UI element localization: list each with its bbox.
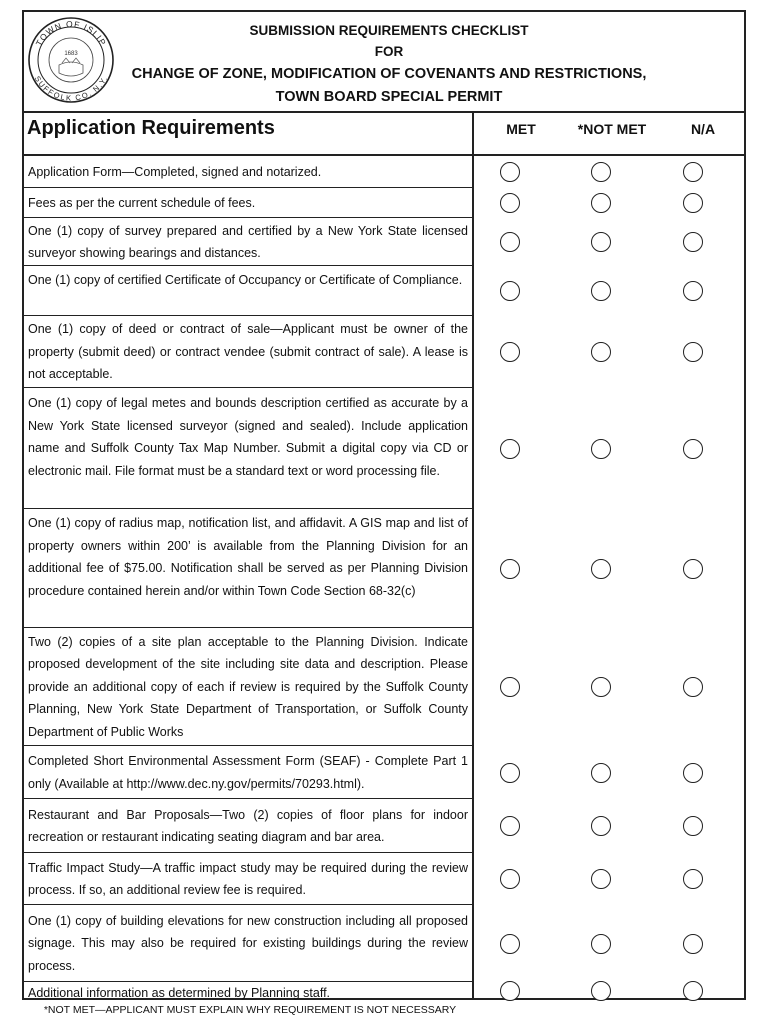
requirement-text: One (1) copy of deed or contract of sale—Applicant must be owner of the property (submit deed) or contract vendee (submit contract of sale). A lease is not acceptable. — [28, 322, 468, 382]
title-line-2: FOR — [374, 43, 404, 59]
svg-text:TOWN OF ISLIP — [34, 19, 109, 48]
na-column-header: N/A — [690, 121, 716, 137]
met-checkbox[interactable] — [500, 193, 520, 213]
footnote: *NOT MET—APPLICANT MUST EXPLAIN WHY REQUIREMENT IS NOT NECESSARY — [43, 1004, 457, 1016]
na-checkbox[interactable] — [683, 162, 703, 182]
not-met-checkbox[interactable] — [591, 193, 611, 213]
met-checkbox[interactable] — [500, 763, 520, 783]
met-column-header: MET — [506, 121, 536, 137]
seal-bottom-text: SUFFOLK CO. N.Y. — [32, 74, 110, 103]
not-met-checkbox[interactable] — [591, 869, 611, 889]
form-header — [24, 12, 744, 113]
na-checkbox[interactable] — [683, 763, 703, 783]
na-checkbox[interactable] — [683, 816, 703, 836]
requirement-text: One (1) copy of legal metes and bounds description certified as accurate by a New York State licensed surveyor (signed and sealed). Include application name and Suffolk County Tax Map Number. Submit a digital copy via CD or electronic mail. File format must be a standard text or word processing file. — [28, 396, 468, 478]
requirement-row — [24, 388, 474, 509]
not-met-checkbox[interactable] — [591, 439, 611, 459]
title-line-3: CHANGE OF ZONE, MODIFICATION OF COVENANTS AND RESTRICTIONS, — [131, 66, 647, 82]
met-checkbox[interactable] — [500, 869, 520, 889]
requirement-row — [24, 156, 474, 188]
requirement-row — [24, 799, 474, 853]
checklist-form — [22, 10, 746, 1000]
met-checkbox[interactable] — [500, 677, 520, 697]
requirement-row — [24, 982, 474, 999]
requirement-text: Two (2) copies of a site plan acceptable to the Planning Division. Indicate proposed development of the site including site data and description. Please provide an additional copy of each if review is required by the Suffolk County Planning, New York State Department of Transportation, or Suffolk County Department of Public Works — [28, 634, 468, 739]
na-checkbox[interactable] — [683, 869, 703, 889]
not-met-checkbox[interactable] — [591, 559, 611, 579]
town-seal-logo — [26, 15, 116, 105]
requirement-text: Restaurant and Bar Proposals—Two (2) copies of floor plans for indoor recreation or restaurant indicating seating diagram and bar area. — [28, 807, 468, 844]
na-checkbox[interactable] — [683, 281, 703, 301]
requirement-text: One (1) copy of survey prepared and certified by a New York State licensed surveyor showing bearings and distances. — [28, 223, 468, 260]
na-checkbox[interactable] — [683, 439, 703, 459]
not-met-checkbox[interactable] — [591, 981, 611, 1001]
column-header-row — [24, 113, 744, 156]
requirement-row — [24, 746, 474, 799]
met-checkbox[interactable] — [500, 934, 520, 954]
not-met-checkbox[interactable] — [591, 763, 611, 783]
na-checkbox[interactable] — [683, 677, 703, 697]
not-met-checkbox[interactable] — [591, 281, 611, 301]
requirement-text: One (1) copy of building elevations for new construction including all proposed signage. This may also be required for existing buildings during the review process. — [28, 913, 468, 973]
not-met-checkbox[interactable] — [591, 232, 611, 252]
form-title — [119, 21, 659, 107]
na-checkbox[interactable] — [683, 342, 703, 362]
met-checkbox[interactable] — [500, 559, 520, 579]
requirement-row — [24, 188, 474, 218]
requirement-text: Traffic Impact Study—A traffic impact study may be required during the review process. If so, an additional review fee is required. — [28, 860, 468, 897]
requirement-text: Fees as per the current schedule of fees. — [28, 195, 256, 210]
requirement-row — [24, 266, 474, 316]
requirement-row — [24, 628, 474, 746]
requirement-text: Application Form—Completed, signed and notarized. — [28, 164, 322, 179]
na-checkbox[interactable] — [683, 559, 703, 579]
requirement-row — [24, 905, 474, 982]
not-met-checkbox[interactable] — [591, 934, 611, 954]
requirements-heading: Application Requirements — [27, 117, 275, 139]
not-met-checkbox[interactable] — [591, 677, 611, 697]
column-divider — [472, 113, 474, 156]
seal-top-text: TOWN OF ISLIP — [33, 18, 109, 48]
requirement-text: Completed Short Environmental Assessment Form (SEAF) - Complete Part 1 only (Available at http://www.dec.ny.gov/permits/70293.html). — [28, 754, 468, 791]
na-checkbox[interactable] — [683, 232, 703, 252]
title-line-4: TOWN BOARD SPECIAL PERMIT — [275, 88, 503, 105]
not-met-checkbox[interactable] — [591, 342, 611, 362]
requirement-row — [24, 853, 474, 905]
requirement-row — [24, 316, 474, 388]
requirement-row — [24, 509, 474, 628]
na-checkbox[interactable] — [683, 934, 703, 954]
met-checkbox[interactable] — [500, 816, 520, 836]
requirement-text: One (1) copy of radius map, notification list, and affidavit. A GIS map and list of property owners within 200’ is available from the Planning Division for an additional fee of $75.00. Notification shall be served as per Planning Division procedure contained herein and/or within Town Code Section 68-32(c) — [28, 516, 468, 598]
not-met-checkbox[interactable] — [591, 816, 611, 836]
met-checkbox[interactable] — [500, 342, 520, 362]
seal-year: 1683 — [64, 51, 78, 57]
met-checkbox[interactable] — [500, 981, 520, 1001]
requirement-text: One (1) copy of certified Certificate of Occupancy or Certificate of Compliance. — [28, 272, 463, 287]
not-met-checkbox[interactable] — [591, 162, 611, 182]
title-line-1: SUBMISSION REQUIREMENTS CHECKLIST — [249, 23, 529, 38]
requirement-row — [24, 218, 474, 266]
column-divider — [472, 156, 474, 999]
met-checkbox[interactable] — [500, 281, 520, 301]
requirement-text: Additional information as determined by Planning staff. — [28, 986, 331, 1000]
na-checkbox[interactable] — [683, 981, 703, 1001]
met-checkbox[interactable] — [500, 232, 520, 252]
met-checkbox[interactable] — [500, 162, 520, 182]
not-met-column-header: *NOT MET — [577, 121, 647, 137]
na-checkbox[interactable] — [683, 193, 703, 213]
met-checkbox[interactable] — [500, 439, 520, 459]
